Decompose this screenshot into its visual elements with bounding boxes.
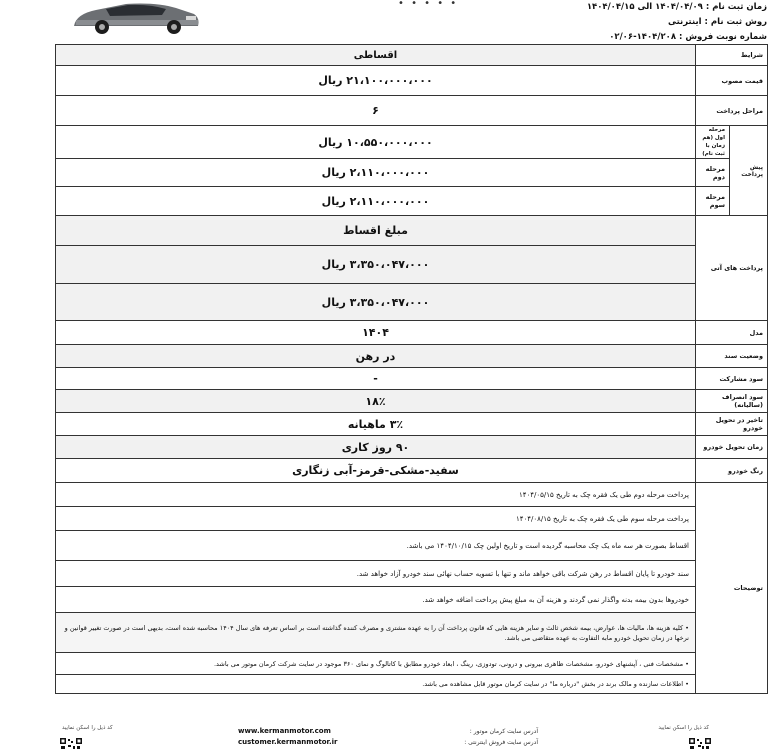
- page-header: [0, 0, 773, 44]
- table-row: [56, 507, 768, 531]
- table-row: [56, 653, 768, 675]
- table-row: [56, 284, 768, 321]
- table-row: [56, 345, 768, 368]
- table-row: [56, 587, 768, 613]
- first-stage-value: ۱۰،۵۵۰،۰۰۰،۰۰۰ ریال: [56, 126, 696, 159]
- third-stage-label: مرحله سوم: [696, 187, 730, 216]
- future-payments-label: پرداخت های آتی: [696, 216, 768, 321]
- sale-number: شماره نوبت فروش : ۱۴۰۴/۲۰۸-۰۲/۰۶: [609, 32, 767, 42]
- page-footer: [0, 722, 773, 750]
- delivery-time-value: ۹۰ روز کاری: [56, 436, 696, 459]
- sales-site-label: آدرس سایت فروش اینترنتی :: [464, 739, 538, 746]
- sales-site-link[interactable]: customer.kermanmotor.ir: [238, 738, 338, 746]
- color-label: رنگ خودرو: [696, 459, 768, 483]
- cancellation-profit-label: سود انصراف (سالیانه): [696, 390, 768, 413]
- scan-hint-right: کد ذیل را اسکن نمایید: [658, 725, 709, 731]
- payment-stages-value: ۶: [56, 96, 696, 126]
- color-value: سفید-مشکی-قرمز-آبی زنگاری: [56, 459, 696, 483]
- delay-value: ۳٪ ماهیانه: [56, 413, 696, 436]
- table-row: [56, 675, 768, 694]
- payment-stages-label: مراحل پرداخت: [696, 96, 768, 126]
- note-item: • کلیه هزینه ها، مالیات ها، عوارض، بیمه شخص ثالث و سایر هزینه هایی که قانون پرداخت آن را به عهده مشتری و مصرف کننده گذاشته است بر اساس تعرفه های سال ۱۴۰۴ محاسبه شده است، بدیهی است در صورت تغییر قوانین و نرخها در زمان تحویل خودرو مابه التفاوت به عهده متقاضی می باشد.: [56, 613, 696, 653]
- qr-code-icon[interactable]: [689, 738, 711, 750]
- main-site-label: آدرس سایت کرمان موتور :: [469, 728, 538, 735]
- note-item: • مشخصات فنی ، آپشنهای خودرو، مشخصات ظاهری بیرونی و درونی، تودوزی، رینگ ، ابعاد خودرو مطابق با کاتالوگ و نمای ۳۶۰ موجود در سایت شرکت کرمان موتور می باشد.: [56, 653, 696, 675]
- main-site-link[interactable]: www.kermanmotor.com: [238, 727, 331, 735]
- approved-price-value: ۲۱،۱۰۰،۰۰۰،۰۰۰ ریال: [56, 66, 696, 96]
- installment-1-value: ۳،۳۵۰،۰۴۷،۰۰۰ ریال: [56, 246, 696, 284]
- third-stage-value: ۲،۱۱۰،۰۰۰،۰۰۰ ریال: [56, 187, 696, 216]
- table-row: [56, 390, 768, 413]
- approved-price-label: قیمت مصوب: [696, 66, 768, 96]
- header-label: شرایط: [696, 45, 768, 66]
- table-row: [56, 96, 768, 126]
- table-row: [56, 246, 768, 284]
- table-row: [56, 436, 768, 459]
- site-row: [238, 737, 538, 748]
- table-row: [56, 483, 768, 507]
- table-row: [56, 159, 768, 187]
- document-status-value: در رهن: [56, 345, 696, 368]
- sale-meta: [547, 0, 767, 45]
- note-item: • اطلاعات سازنده و مالک برند در بخش "درباره ما" در سایت کرمان موتور قابل مشاهده می باشد.: [56, 675, 696, 694]
- site-row: [238, 726, 538, 737]
- document-status-label: وضعیت سند: [696, 345, 768, 368]
- second-stage-label: مرحله دوم: [696, 159, 730, 187]
- car-image: [66, 0, 206, 34]
- registration-time: زمان ثبت نام : ۱۴۰۴/۰۴/۰۹ الی ۱۴۰۴/۰۴/۱۵: [586, 2, 767, 12]
- scan-hint-left: کد ذیل را اسکن نمایید: [62, 725, 113, 731]
- table-row: [56, 126, 768, 159]
- partnership-profit-value: -: [56, 368, 696, 390]
- prepayment-label: پیش پرداخت: [730, 126, 768, 216]
- installment-amount-label: مبلغ اقساط: [56, 216, 696, 246]
- table-row: [56, 321, 768, 345]
- note-item: خودروها بدون بیمه بدنه واگذار نمی گردند و هزینه آن به مبلغ پیش پرداخت اضافه خواهد شد.: [56, 587, 696, 613]
- partnership-profit-label: سود مشارکت: [696, 368, 768, 390]
- note-item: پرداخت مرحله دوم طی یک فقره چک به تاریخ ۱۴۰۴/۰۵/۱۵: [56, 483, 696, 507]
- notes-label: توضیحات: [696, 483, 768, 694]
- delay-label: تاخیر در تحویل خودرو: [696, 413, 768, 436]
- table-row: [56, 613, 768, 653]
- sale-conditions-table: [55, 44, 768, 694]
- site-addresses: [238, 726, 538, 748]
- table-row: [56, 187, 768, 216]
- registration-method: روش ثبت نام : اینترنتی: [667, 17, 767, 27]
- table-row: [56, 413, 768, 436]
- installment-2-value: ۳،۳۵۰،۰۴۷،۰۰۰ ریال: [56, 284, 696, 321]
- table-row: [56, 531, 768, 561]
- cancellation-profit-value: ۱۸٪: [56, 390, 696, 413]
- model-value: ۱۴۰۴: [56, 321, 696, 345]
- first-stage-label: مرحله اول (هم زمان با ثبت نام): [696, 126, 730, 159]
- note-item: سند خودرو تا پایان اقساط در رهن شرکت باقی خواهد ماند و تنها با تسویه حساب نهائی سند خودرو آزاد خواهد شد.: [56, 561, 696, 587]
- delivery-time-label: زمان تحویل خودرو: [696, 436, 768, 459]
- note-item: پرداخت مرحله سوم طی یک فقره چک به تاریخ ۱۴۰۴/۰۸/۱۵: [56, 507, 696, 531]
- note-item: اقساط بصورت هر سه ماه یک چک محاسبه گردیده است و تاریخ اولین چک ۱۴۰۴/۱۰/۱۵ می باشد.: [56, 531, 696, 561]
- table-row: [56, 459, 768, 483]
- qr-code-icon[interactable]: [60, 738, 82, 750]
- header-value: اقساطی: [56, 45, 696, 66]
- table-row: [56, 561, 768, 587]
- table-header-row: [56, 45, 768, 66]
- model-label: مدل: [696, 321, 768, 345]
- header-partial-text: • • • • •: [398, 0, 459, 9]
- second-stage-value: ۲،۱۱۰،۰۰۰،۰۰۰ ریال: [56, 159, 696, 187]
- table-row: [56, 66, 768, 96]
- table-row: [56, 368, 768, 390]
- table-row: [56, 216, 768, 246]
